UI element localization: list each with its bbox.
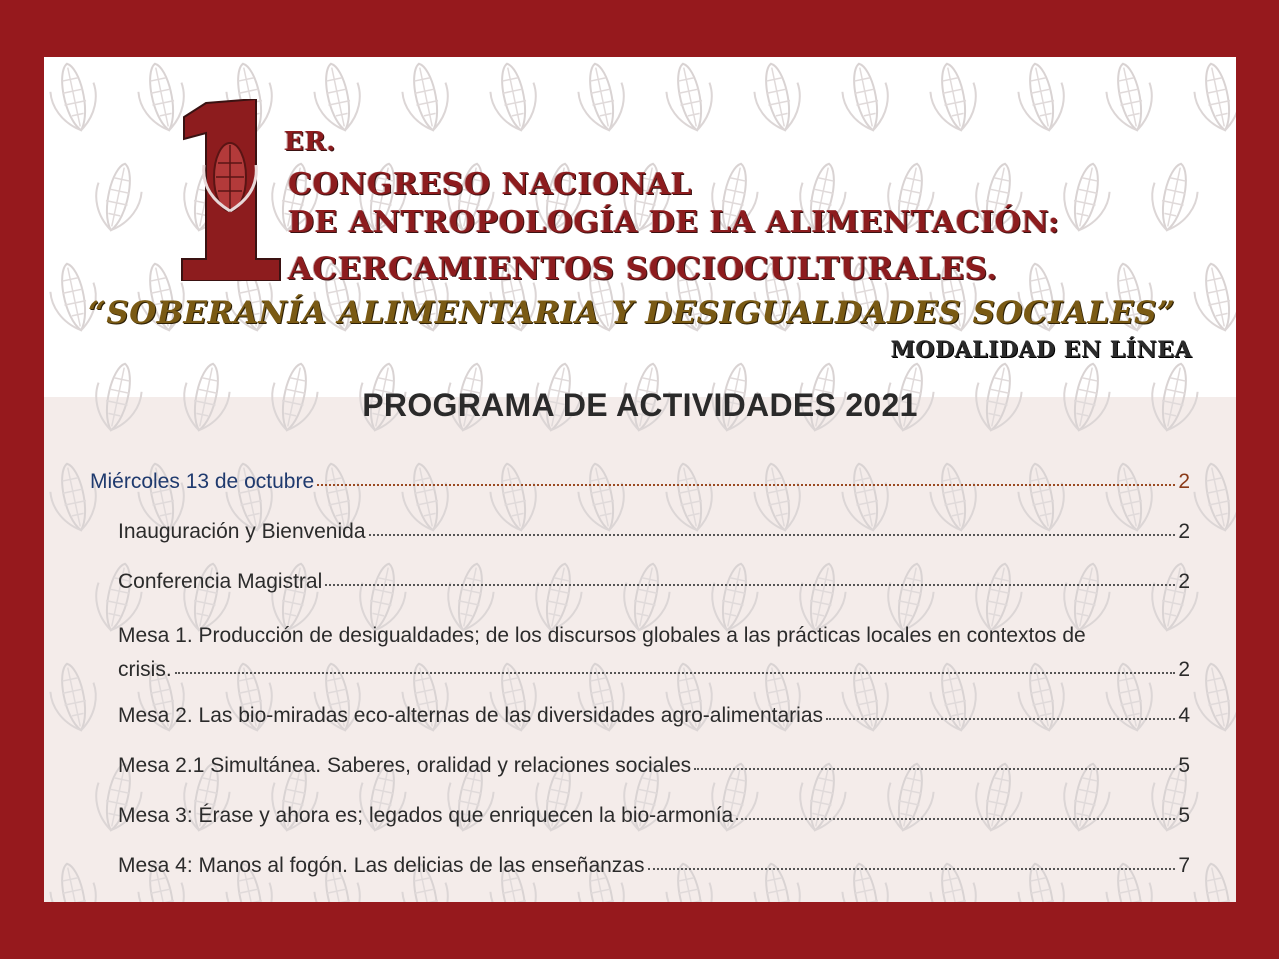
corn-pattern-mark xyxy=(1189,459,1236,535)
corn-numeral-one-logo xyxy=(176,99,284,281)
toc-entry-conferencia[interactable] xyxy=(90,569,1190,619)
toc-entry-page: 2 xyxy=(1178,658,1190,681)
toc-entry-inauguracion[interactable] xyxy=(90,519,1190,569)
toc-leader xyxy=(648,867,1176,870)
corn-pattern-mark xyxy=(1189,659,1236,735)
modality-label: MODALIDAD EN LÍNEA xyxy=(890,337,1192,363)
toc-entry-label: Mesa 2. Las bio-miradas eco-alternas de las diversidades agro-alimentarias xyxy=(118,704,824,727)
toc-entry-page: 5 xyxy=(1178,804,1190,827)
corn-pattern-mark xyxy=(1233,559,1236,635)
toc-leader xyxy=(317,483,1175,486)
toc-leader xyxy=(694,767,1175,770)
toc-entry-label: Mesa 4: Manos al fogón. Las delicias de las enseñanzas xyxy=(118,854,645,877)
header-line-antropologia: DE ANTROPOLOGÍA DE LA ALIMENTACIÓN: xyxy=(288,205,1060,240)
program-title: PROGRAMA DE ACTIVIDADES 2021 xyxy=(362,387,918,423)
toc-leader xyxy=(826,717,1175,720)
document-page xyxy=(44,57,1236,902)
toc-entry-label: Mesa 3: Érase y ahora es; legados que enriquecen la bio-armonía xyxy=(118,804,734,827)
toc-entry-mesa-4[interactable] xyxy=(90,853,1190,902)
toc-entry-page: 2 xyxy=(1178,570,1190,593)
toc-entry-page: 7 xyxy=(1178,854,1190,877)
toc-entry-label: Inauguración y Bienvenida xyxy=(118,520,366,543)
toc-leader xyxy=(369,533,1176,536)
toc-entry-mesa-2[interactable] xyxy=(90,703,1190,753)
header-line-acercamientos: ACERCAMIENTOS SOCIOCULTURALES. xyxy=(288,251,998,287)
toc-entry-mesa-1[interactable] xyxy=(90,619,1190,703)
header-slogan: “SOBERANÍA ALIMENTARIA Y DESIGUALDADES SOCIALES” xyxy=(88,295,1176,331)
toc-leader xyxy=(325,583,1175,586)
toc-entry-page: 4 xyxy=(1178,704,1190,727)
toc-entry-label-line2: crisis. xyxy=(118,658,172,681)
header-line-congreso: CONGRESO NACIONAL xyxy=(288,167,693,202)
toc-entry-page: 5 xyxy=(1178,754,1190,777)
toc-entry-label: Conferencia Magistral xyxy=(118,570,323,593)
toc-entry-mesa-2-1[interactable] xyxy=(90,753,1190,803)
table-of-contents xyxy=(90,469,1190,902)
congress-header xyxy=(44,57,1236,377)
toc-day-heading[interactable] xyxy=(90,469,1190,519)
toc-leader xyxy=(736,817,1175,820)
toc-entry-page: 2 xyxy=(1178,520,1190,543)
ordinal-suffix: ER. xyxy=(284,127,336,157)
toc-day-label: Miércoles 13 de octubre xyxy=(90,470,315,493)
toc-day-page: 2 xyxy=(1178,470,1190,493)
corn-pattern-mark xyxy=(1189,859,1236,902)
toc-entry-label-line1: Mesa 1. Producción de desigualdades; de los discursos globales a las prácticas locales en contextos de xyxy=(118,624,1086,647)
toc-leader xyxy=(175,671,1176,674)
toc-entry-label: Mesa 2.1 Simultánea. Saberes, oralidad y relaciones sociales xyxy=(118,754,692,777)
toc-entry-line2 xyxy=(118,653,1190,703)
toc-entry-mesa-3[interactable] xyxy=(90,803,1190,853)
corn-pattern-mark xyxy=(1233,759,1236,835)
